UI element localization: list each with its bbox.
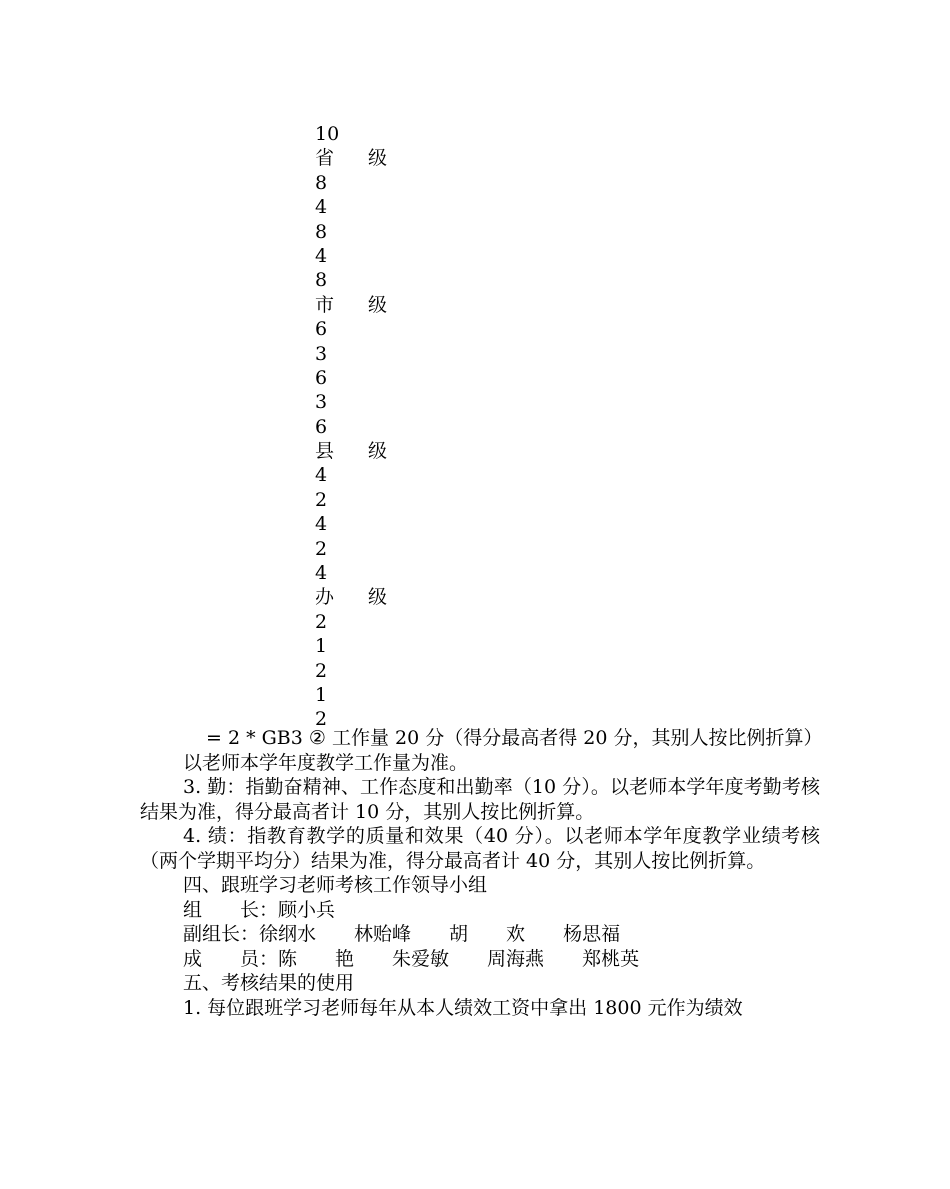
- level-column-value: 2: [315, 610, 328, 633]
- member-name: 周海燕: [487, 947, 545, 970]
- section-five-title: 五、考核结果的使用: [183, 972, 355, 994]
- level-column-line: [315, 415, 455, 439]
- section-four-title: 四、跟班学习老师考核工作领导小组: [183, 874, 488, 896]
- level-column-line: [315, 439, 455, 463]
- level-column-line: [315, 293, 455, 317]
- level-column-value: 1: [315, 635, 328, 658]
- level-column-value: 6: [315, 415, 328, 438]
- leader-line: [140, 898, 820, 923]
- deputy-name: 徐纲水: [259, 923, 317, 945]
- leader-name: 顾小兵: [278, 898, 336, 921]
- level-column-value: 2: [315, 537, 328, 560]
- level-column-suffix: 级: [368, 293, 388, 316]
- level-column-line: [315, 366, 455, 390]
- level-column-line: [315, 537, 455, 561]
- member-name: 陈 艳: [278, 947, 355, 970]
- level-column-line: [315, 195, 455, 219]
- level-column-line: [315, 463, 455, 487]
- level-column-line: [315, 488, 455, 512]
- deputy-name: 胡 欢: [449, 923, 526, 945]
- level-column-value: 4: [315, 513, 328, 536]
- level-column-line: [315, 342, 455, 366]
- level-column-value: 4: [315, 464, 328, 487]
- level-column-line: [315, 634, 455, 658]
- level-column-value: 4: [315, 244, 328, 267]
- member-name: 朱爱敏: [392, 947, 450, 970]
- level-column-suffix: 级: [368, 440, 388, 463]
- level-column-value: 4: [315, 562, 328, 585]
- level-column-line: [315, 122, 455, 146]
- level-column-value: 2: [315, 708, 328, 731]
- workload-formula-line: = 2 * GB3 ② 工作量 20 分（得分最高者得 20 分，其别人按比例折算）: [206, 727, 823, 749]
- level-column-line: [315, 317, 455, 341]
- level-column-value: 4: [315, 196, 328, 219]
- member-label: 成 员：: [183, 947, 279, 970]
- level-column-value: 8: [315, 220, 328, 243]
- level-column-value: 6: [315, 318, 328, 341]
- level-column-value: 3: [315, 342, 328, 365]
- level-column-value: 县: [315, 440, 335, 463]
- result-usage-item: 1. 每位跟班学习老师每年从本人绩效工资中拿出 1800 元作为绩效: [183, 996, 743, 1019]
- level-column-line: [315, 146, 455, 170]
- level-column-line: [315, 171, 455, 195]
- level-column-value: 省: [315, 147, 335, 170]
- level-column-line: [315, 585, 455, 609]
- member-line: [140, 947, 820, 972]
- level-column-value: 办: [315, 586, 335, 609]
- level-column-line: [315, 512, 455, 536]
- deputy-label: 副组长：: [183, 923, 260, 945]
- level-column-line: [315, 610, 455, 634]
- level-column-value: 2: [315, 488, 328, 511]
- level-column-line: [315, 683, 455, 707]
- level-column-line: [315, 561, 455, 585]
- score-level-column: [315, 122, 455, 732]
- deputy-name: 林贻峰: [354, 923, 412, 945]
- level-column-line: [315, 268, 455, 292]
- level-column-suffix: 级: [368, 147, 388, 170]
- performance-item: 4. 绩：指教育教学的质量和效果（40 分）。以老师本学年度教学业绩考核（两个学期平均分）结果为准，得分最高者计 40 分，其别人按比例折算。: [140, 825, 820, 872]
- level-column-value: 8: [315, 171, 328, 194]
- level-column-line: [315, 244, 455, 268]
- level-column-value: 1: [315, 683, 328, 706]
- attendance-item: 3. 勤：指勤奋精神、工作态度和出勤率（10 分）。以老师本学年度考勤考核结果为准，得分最高者计 10 分，其别人按比例折算。: [140, 776, 820, 823]
- level-column-line: [315, 390, 455, 414]
- level-column-value: 2: [315, 659, 328, 682]
- leader-label: 组 长：: [183, 898, 279, 921]
- deputy-name: 杨思福: [563, 923, 621, 945]
- level-column-value: 3: [315, 391, 328, 414]
- deputy-line: [140, 922, 820, 947]
- level-column-line: [315, 220, 455, 244]
- level-column-suffix: 级: [368, 586, 388, 609]
- level-column-line: [315, 659, 455, 683]
- document-body: [140, 726, 823, 1020]
- workload-note: 以老师本学年度教学工作量为准。: [183, 751, 469, 774]
- member-name: 郑桃英: [582, 947, 640, 970]
- level-column-value: 市: [315, 293, 335, 316]
- level-column-value: 8: [315, 269, 328, 292]
- level-column-value: 6: [315, 366, 328, 389]
- level-column-value: 10: [315, 123, 340, 145]
